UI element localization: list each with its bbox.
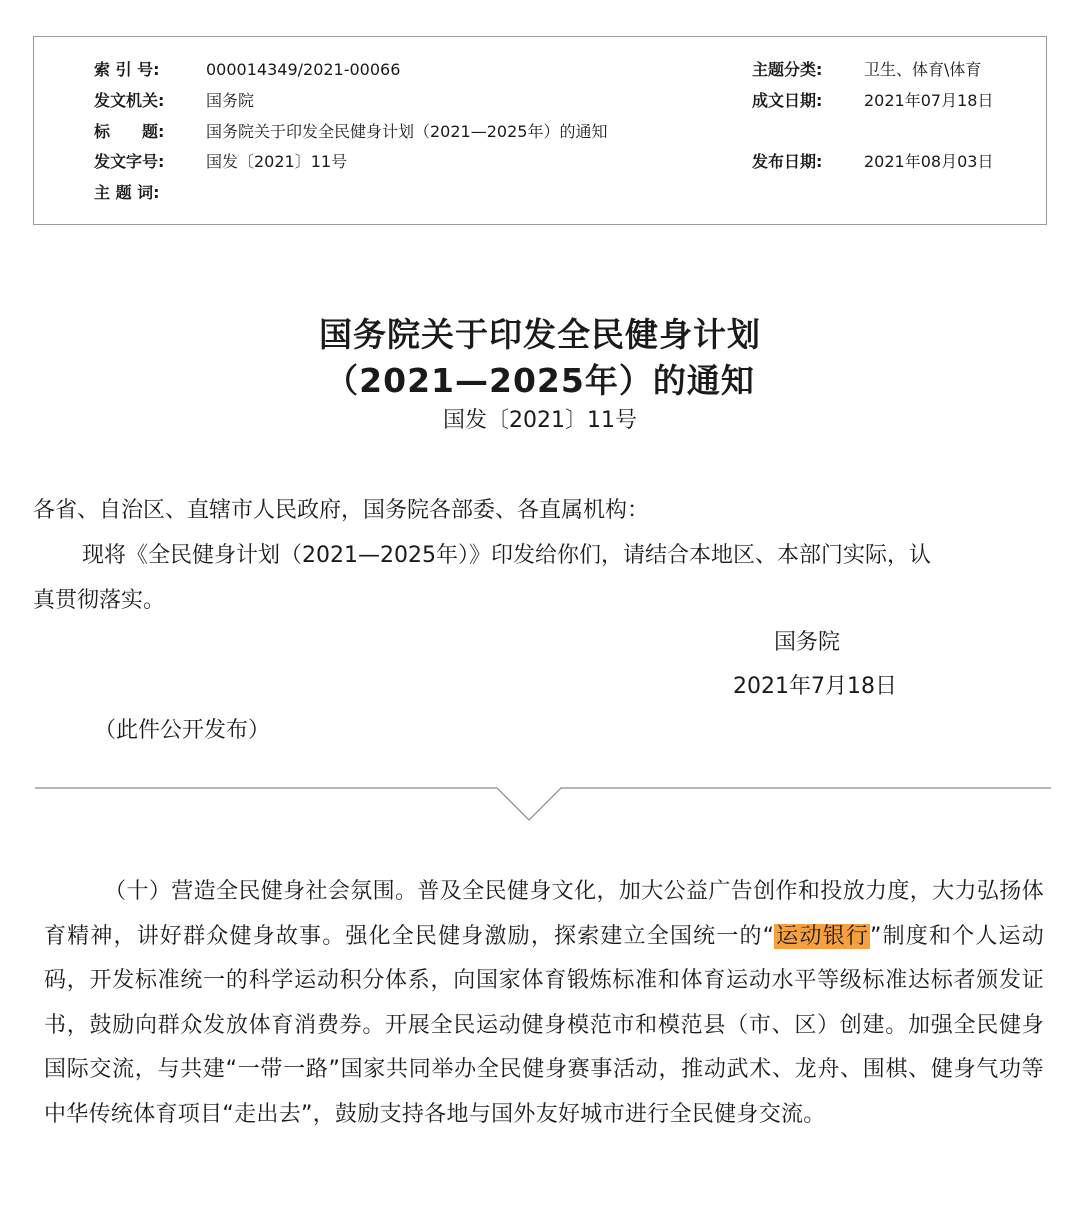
title-value: 国务院关于印发全民健身计划（2021—2025年）的通知 xyxy=(206,122,608,141)
index-value: 000014349/2021-00066 xyxy=(206,60,401,79)
excerpt-paragraph xyxy=(44,870,1044,1137)
index-label: 索 引 号: xyxy=(94,60,160,79)
issuer-label: 发文机关: xyxy=(94,91,165,110)
highlighted-term: 运动银行 xyxy=(775,923,870,949)
category-label: 主题分类: xyxy=(752,60,823,79)
body-line-1: 现将《全民健身计划（2021—2025年）》印发给你们，请结合本地区、本部门实际，认 xyxy=(82,543,931,568)
excerpt-text-after: ”制度和个人运动码，开发标准统一的科学运动积分体系，向国家体育锻炼标准和体育运动水平等级标准达标者颁发证书，鼓励向群众发放体育消费券。开展全民运动健身模范市和模范县（市、区）创建。加强全民健身国际交流，与共建“一带一路”国家共同举办全民健身赛事活动，推动武术、龙舟、围棋、健身气功等中华传统体育项目“走出去”，鼓励支持各地与国外友好城市进行全民健身交流。 xyxy=(44,923,1044,1127)
title-line-2: （2021—2025年）的通知 xyxy=(325,361,755,400)
recipients-line: 各省、自治区、直辖市人民政府，国务院各部委、各直属机构： xyxy=(33,498,650,523)
section-divider xyxy=(35,786,1051,826)
body-line-2: 真贯彻落实。 xyxy=(33,588,166,613)
excerpt-text-before: （十）营造全民健身社会氛围。普及全民健身文化，加大公益广告创作和投放力度，大力弘扬体育精神，讲好群众健身故事。强化全民健身激励，探索建立全国统一的“ xyxy=(44,879,1044,949)
docnum-value: 国发〔2021〕11号 xyxy=(206,152,348,171)
document-metadata-box xyxy=(33,36,1047,225)
keywords-label: 主 题 词: xyxy=(94,183,160,202)
title-label: 标 题: xyxy=(94,122,165,141)
created-date-value: 2021年07月18日 xyxy=(864,91,994,110)
issuer-value: 国务院 xyxy=(206,91,255,110)
published-date-value: 2021年08月03日 xyxy=(864,152,994,171)
published-date-label: 发布日期: xyxy=(752,152,823,171)
signature: 国务院 xyxy=(774,630,841,655)
divider-notch-icon xyxy=(35,786,1051,826)
docnum-label: 发文字号: xyxy=(94,152,165,171)
signature-date: 2021年7月18日 xyxy=(733,674,897,699)
document-number: 国发〔2021〕11号 xyxy=(443,408,637,433)
public-note: （此件公开发布） xyxy=(94,718,271,743)
category-value: 卫生、体育\体育 xyxy=(864,60,982,79)
created-date-label: 成文日期: xyxy=(752,91,823,110)
title-line-1: 国务院关于印发全民健身计划 xyxy=(319,315,761,354)
document-title xyxy=(0,312,1080,404)
